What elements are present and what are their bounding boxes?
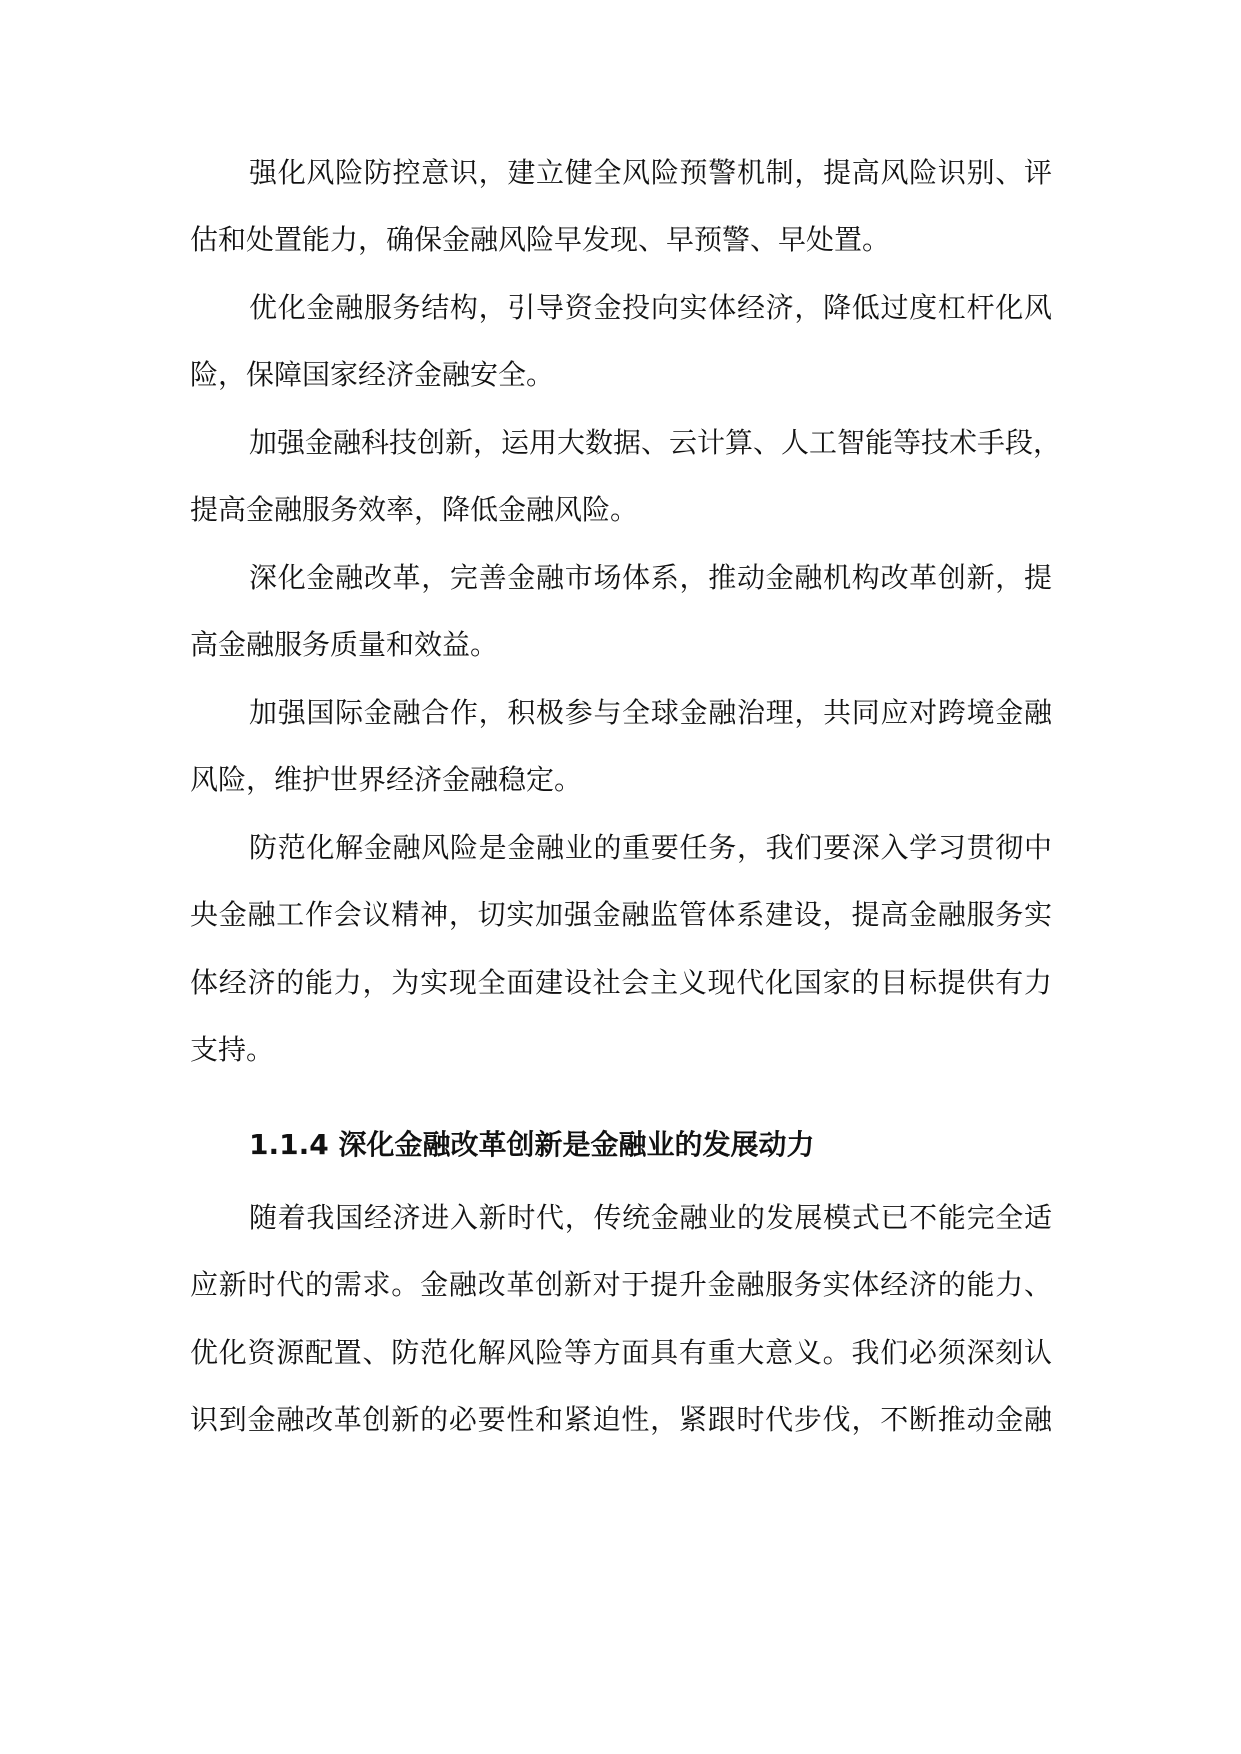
section-heading: 1.1.4 深化金融改革创新是金融业的发展动力 bbox=[249, 1128, 815, 1161]
section-paragraph-line-1: 随着我国经济进入新时代，传统金融业的发展模式已不能完全适 bbox=[249, 1201, 1052, 1234]
paragraph-1-line-1: 强化风险防控意识，建立健全风险预警机制，提高风险识别、评 bbox=[249, 156, 1052, 189]
paragraph-6-line-3: 体经济的能力，为实现全面建设社会主义现代化国家的目标提供有力 bbox=[190, 966, 1052, 999]
paragraph-3-line-1: 加强金融科技创新，运用大数据、云计算、人工智能等技术手段， bbox=[249, 426, 1062, 459]
section-paragraph-line-4: 识到金融改革创新的必要性和紧迫性，紧跟时代步伐，不断推动金融 bbox=[190, 1403, 1052, 1436]
paragraph-5-line-2: 风险，维护世界经济金融稳定。 bbox=[190, 763, 583, 796]
paragraph-6-line-2: 央金融工作会议精神，切实加强金融监管体系建设，提高金融服务实 bbox=[190, 898, 1052, 931]
section-paragraph-line-3: 优化资源配置、防范化解风险等方面具有重大意义。我们必须深刻认 bbox=[190, 1336, 1052, 1369]
paragraph-1-line-2: 估和处置能力，确保金融风险早发现、早预警、早处置。 bbox=[190, 223, 891, 256]
paragraph-6-line-4: 支持。 bbox=[190, 1033, 275, 1066]
paragraph-2-line-1: 优化金融服务结构，引导资金投向实体经济，降低过度杠杆化风 bbox=[249, 291, 1052, 324]
paragraph-3-line-2: 提高金融服务效率，降低金融风险。 bbox=[190, 493, 639, 526]
paragraph-5-line-1: 加强国际金融合作，积极参与全球金融治理，共同应对跨境金融 bbox=[249, 696, 1052, 729]
paragraph-4-line-2: 高金融服务质量和效益。 bbox=[190, 628, 499, 661]
paragraph-6-line-1: 防范化解金融风险是金融业的重要任务，我们要深入学习贯彻中 bbox=[249, 831, 1052, 864]
section-paragraph-line-2: 应新时代的需求。金融改革创新对于提升金融服务实体经济的能力、 bbox=[190, 1268, 1052, 1301]
paragraph-4-line-1: 深化金融改革，完善金融市场体系，推动金融机构改革创新，提 bbox=[249, 561, 1052, 594]
paragraph-2-line-2: 险，保障国家经济金融安全。 bbox=[190, 358, 555, 391]
